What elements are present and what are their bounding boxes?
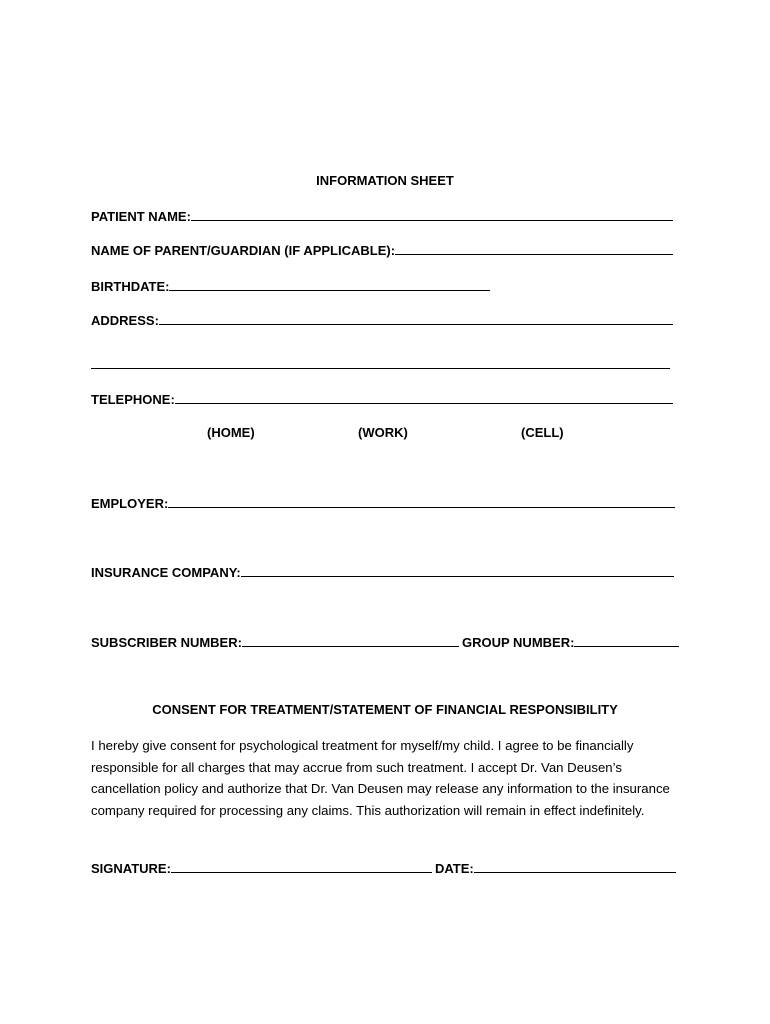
consent-heading: CONSENT FOR TREATMENT/STATEMENT OF FINANCIAL RESPONSIBILITY [152,702,618,717]
parent-guardian-label: NAME OF PARENT/GUARDIAN (IF APPLICABLE): [91,243,396,258]
phone-home-label: (HOME) [207,425,255,440]
subscriber-number-field[interactable] [91,632,459,650]
group-number-field[interactable] [462,632,679,650]
parent-guardian-field[interactable] [91,240,673,258]
patient-name-line[interactable] [191,219,673,221]
parent-guardian-line[interactable] [395,253,673,255]
subscriber-number-label: SUBSCRIBER NUMBER: [91,635,242,650]
date-label: DATE: [435,861,474,876]
address-line-2[interactable] [91,368,670,369]
patient-name-field[interactable] [91,206,673,224]
group-number-label: GROUP NUMBER: [462,635,575,650]
insurance-company-line[interactable] [241,575,674,577]
date-line[interactable] [474,871,676,873]
address-field[interactable] [91,310,673,328]
telephone-field[interactable] [91,389,673,407]
signature-line[interactable] [171,871,432,873]
subscriber-number-line[interactable] [242,645,459,647]
signature-field[interactable] [91,858,432,876]
birthdate-label: BIRTHDATE: [91,279,170,294]
address-line[interactable] [159,323,673,325]
insurance-company-label: INSURANCE COMPANY: [91,565,241,580]
employer-line[interactable] [168,506,675,508]
phone-work-label: (WORK) [358,425,408,440]
employer-field[interactable] [91,493,675,511]
date-field[interactable] [435,858,676,876]
telephone-label: TELEPHONE: [91,392,175,407]
patient-name-label: PATIENT NAME: [91,209,191,224]
employer-label: EMPLOYER: [91,496,169,511]
address-label: ADDRESS: [91,313,159,328]
birthdate-line[interactable] [169,289,490,291]
signature-label: SIGNATURE: [91,861,171,876]
phone-cell-label: (CELL) [521,425,564,440]
group-number-line[interactable] [574,645,679,647]
consent-body-text: I hereby give consent for psychological treatment for myself/my child. I agree to be financially responsible for all charges that may accrue from such treatment. I accept Dr. Van Deusen’s cancellation policy and authorize that Dr. Van Deusen may release any information to the insurance company required for processing any claims. This authorization will remain in effect indefinitely. [91,738,670,819]
birthdate-field[interactable] [91,276,490,294]
telephone-line[interactable] [175,402,673,404]
insurance-company-field[interactable] [91,562,674,580]
page-title: INFORMATION SHEET [316,173,454,188]
